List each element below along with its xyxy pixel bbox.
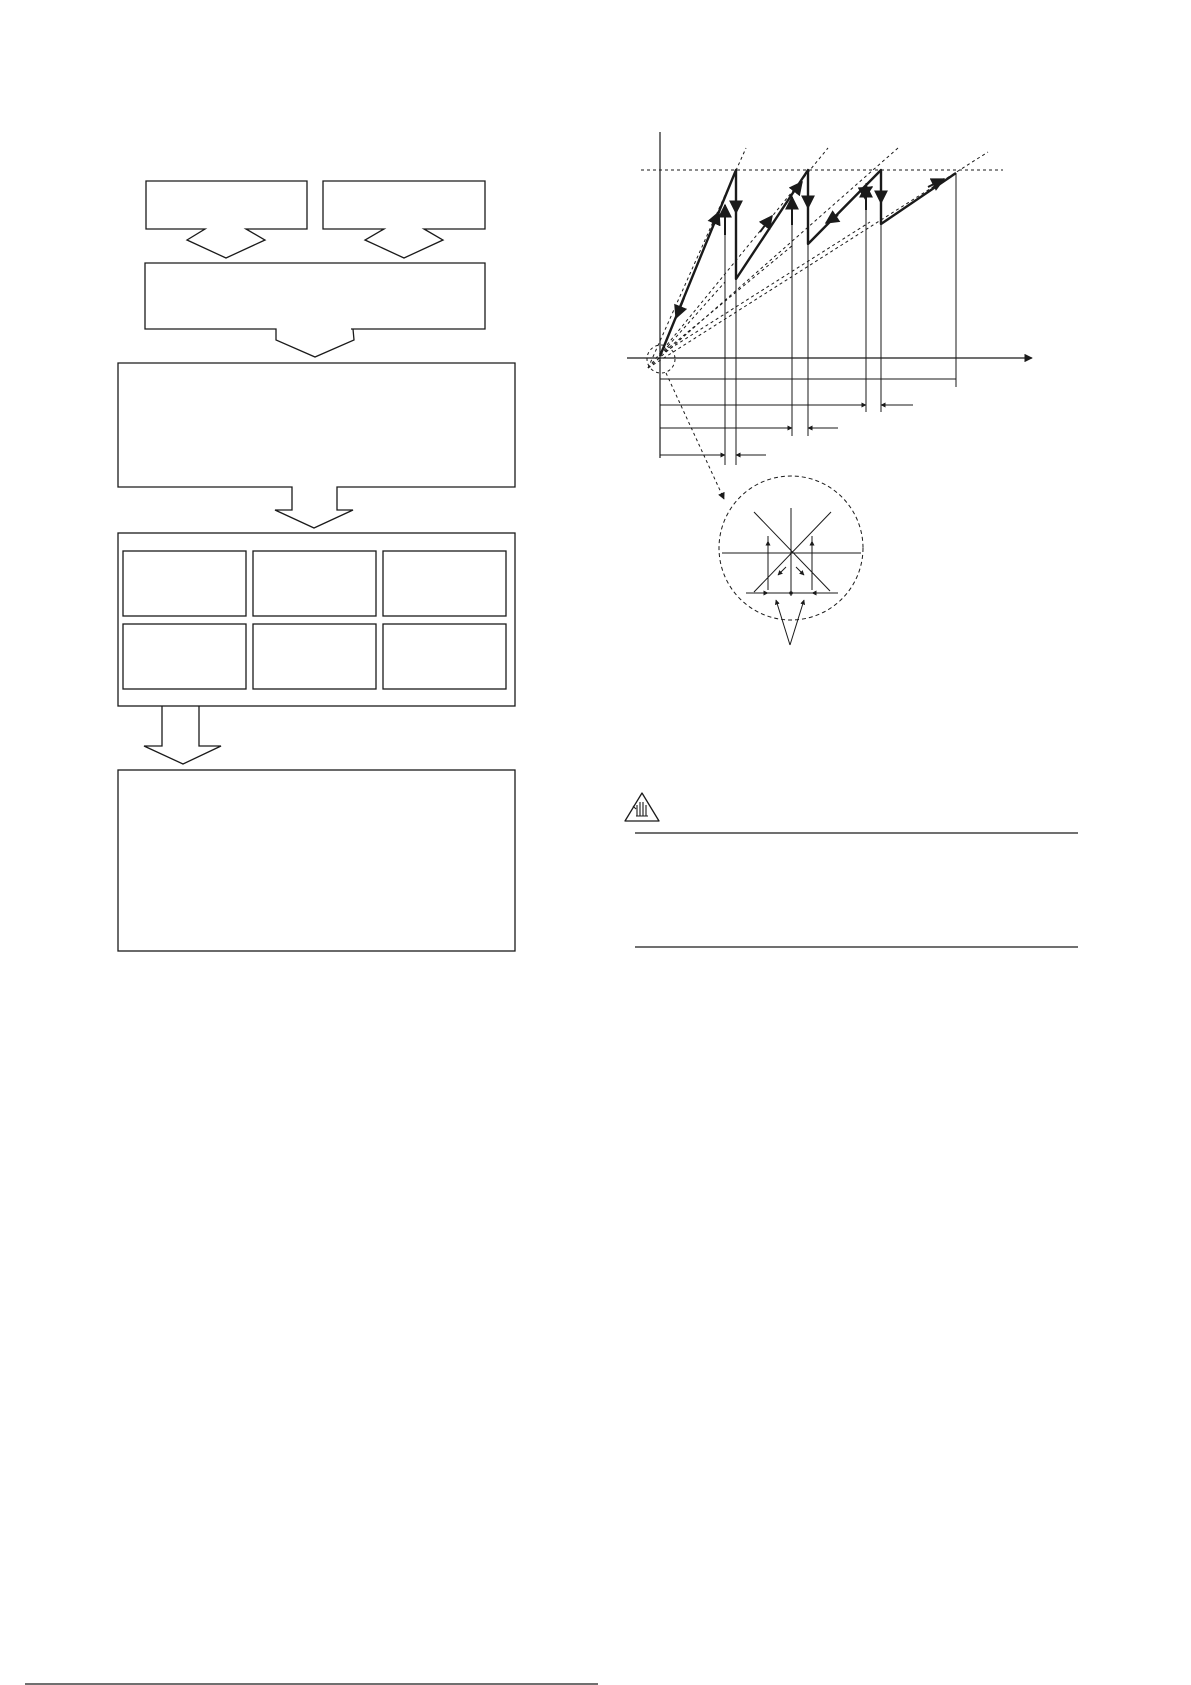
output-box bbox=[118, 770, 515, 951]
magnitude-diagram bbox=[627, 132, 1032, 645]
zoom-inset bbox=[719, 476, 863, 645]
drop-lines bbox=[725, 170, 956, 465]
origin-zoom-marker bbox=[647, 345, 675, 373]
grid-cell-3 bbox=[383, 551, 506, 616]
grid-cell-6 bbox=[383, 624, 506, 689]
grid-cell-1 bbox=[123, 551, 246, 616]
hand-stop-icon bbox=[625, 793, 659, 821]
caution-note bbox=[625, 793, 1078, 947]
zoom-leader bbox=[666, 373, 724, 499]
process-box-1 bbox=[145, 263, 485, 357]
input-box-right bbox=[323, 181, 485, 258]
flowchart bbox=[118, 181, 515, 951]
grid-cell-5 bbox=[253, 624, 376, 689]
grid-cell-2 bbox=[253, 551, 376, 616]
grid-container bbox=[118, 533, 515, 706]
block-arrow-final bbox=[144, 706, 221, 764]
path-arrows bbox=[676, 179, 944, 318]
input-box-left bbox=[146, 181, 307, 258]
grid-cell-4 bbox=[123, 624, 246, 689]
process-box-2 bbox=[118, 363, 515, 528]
